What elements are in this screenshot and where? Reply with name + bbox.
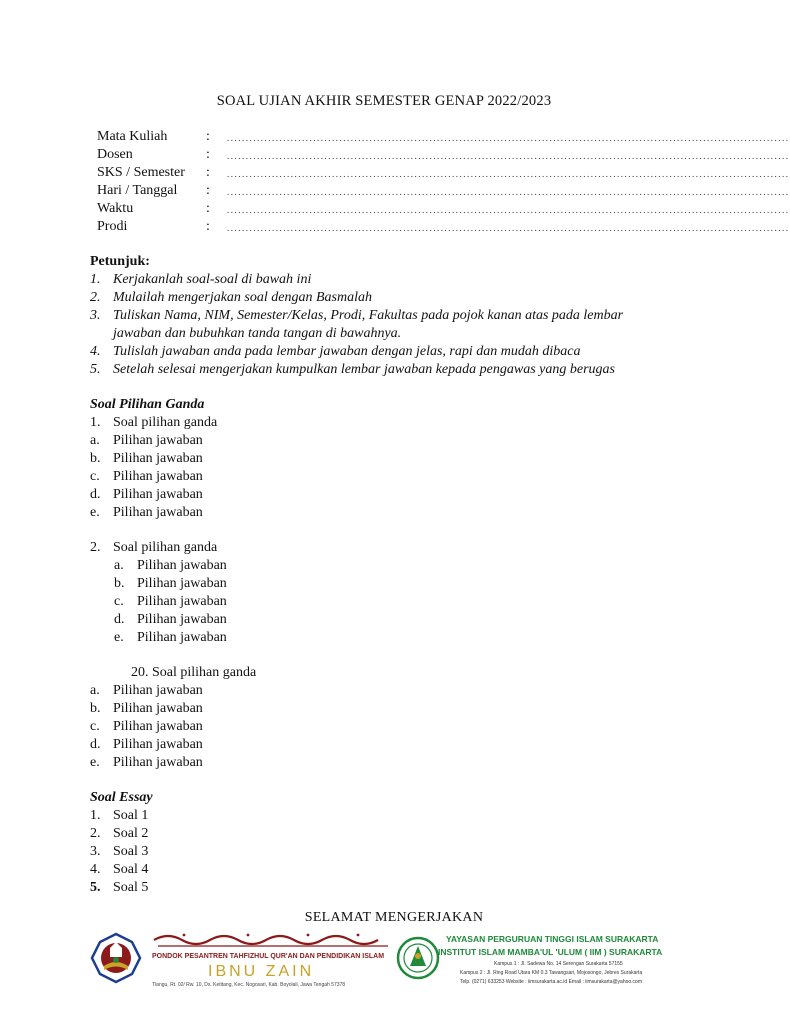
kampus-2-address: Kampus 2 : Jl. Ring Road Utara KM 0.3 Tawangsari, Mojosongo, Jebres Surakarta xyxy=(460,970,643,976)
option-text: Pilihan jawaban xyxy=(113,433,203,448)
option-text: Pilihan jawaban xyxy=(113,719,203,734)
info-label: Waktu xyxy=(97,201,134,216)
fill-in-dots: ...................................................................................................................................................... xyxy=(227,187,790,197)
answer-option xyxy=(90,504,204,522)
essay-item xyxy=(90,825,153,843)
instructions-section xyxy=(90,253,624,379)
essay-item xyxy=(90,843,153,861)
info-row-waktu xyxy=(97,200,790,218)
multiple-choice-section xyxy=(90,396,218,522)
essay-heading: Soal Essay xyxy=(90,790,153,805)
option-letter: b. xyxy=(90,701,101,716)
iim-emblem-icon xyxy=(398,938,438,978)
info-colon: : xyxy=(206,219,210,234)
pesantren-address: Tlangu, Rt. 02/ Rw. 10, Ds. Ketitang, Kec. Nogosari, Kab. Boyolali, Jawa Tengah 57378 xyxy=(152,982,346,988)
option-text: Pilihan jawaban xyxy=(113,451,203,466)
question-number: 2. xyxy=(90,540,101,555)
fill-in-dots: ...................................................................................................................................................... xyxy=(227,169,790,179)
instruction-item xyxy=(90,271,312,289)
institut-name: INSTITUT ISLAM MAMBA'UL 'ULUM ( IIM ) SURAKARTA xyxy=(438,947,663,957)
item-text: Soal 4 xyxy=(113,862,149,877)
option-letter: e. xyxy=(90,505,100,520)
item-text: Soal 2 xyxy=(113,826,149,841)
item-number: 5. xyxy=(90,362,101,377)
item-number: 4. xyxy=(90,344,101,359)
info-row-dosen xyxy=(97,146,790,164)
item-number: 4. xyxy=(90,862,101,877)
item-text: Tuliskan Nama, NIM, Semester/Kelas, Prodi, Fakultas pada pojok kanan atas pada lembar xyxy=(113,308,624,323)
essay-section xyxy=(90,789,153,897)
option-letter: b. xyxy=(114,576,125,591)
instruction-item-continuation xyxy=(90,325,402,343)
option-text: Pilihan jawaban xyxy=(113,755,203,770)
info-row-hari-tanggal xyxy=(97,182,790,200)
info-row-sks-semester xyxy=(97,164,790,182)
option-letter: d. xyxy=(90,737,101,752)
instructions-heading: Petunjuk: xyxy=(90,254,150,269)
answer-option xyxy=(90,468,204,486)
option-letter: a. xyxy=(90,433,100,448)
instruction-item xyxy=(90,343,581,361)
option-text: Pilihan jawaban xyxy=(137,612,227,627)
item-number: 3. xyxy=(90,308,101,323)
info-label: Dosen xyxy=(97,147,133,162)
item-text: Kerjakanlah soal-soal di bawah ini xyxy=(113,272,312,287)
fill-in-dots: ...................................................................................................................................................... xyxy=(227,133,790,143)
arabic-calligraphy-icon xyxy=(154,934,388,946)
contact-info: Telp. (0271) 633253 Website : iimsurakarta.ac.id Email : iimsurakarta@yahoo.com xyxy=(460,979,643,985)
item-text: Soal 3 xyxy=(113,844,149,859)
info-block xyxy=(97,128,790,236)
footer-letterhead xyxy=(88,930,708,992)
answer-option xyxy=(90,450,204,468)
item-text: jawaban dan bubuhkan tanda tangan di bawahnya. xyxy=(113,326,402,341)
option-text: Pilihan jawaban xyxy=(113,487,203,502)
instruction-item xyxy=(90,289,372,307)
question-text: Soal pilihan ganda xyxy=(113,415,218,430)
option-letter: d. xyxy=(114,612,125,627)
item-number: 3. xyxy=(90,844,101,859)
fill-in-dots: ...................................................................................................................................................... xyxy=(227,223,790,233)
pesantren-name: PONDOK PESANTREN TAHFIZHUL QUR'AN DAN PENDIDIKAN ISLAM xyxy=(152,953,385,960)
essay-item xyxy=(90,861,153,879)
closing-text: SELAMAT MENGERJAKAN xyxy=(304,910,484,925)
fill-in-dots: ...................................................................................................................................................... xyxy=(227,151,790,161)
document-title: SOAL UJIAN AKHIR SEMESTER GENAP 2022/2023 xyxy=(216,93,552,109)
option-letter: c. xyxy=(90,469,100,484)
question-text: 20. Soal pilihan ganda xyxy=(131,665,257,680)
item-text: Mulailah mengerjakan soal dengan Basmalah xyxy=(113,290,372,305)
essay-item xyxy=(90,879,153,897)
pesantren-emblem-icon xyxy=(92,934,140,982)
info-label: SKS / Semester xyxy=(97,165,185,180)
option-letter: a. xyxy=(90,683,100,698)
item-number: 2. xyxy=(90,290,101,305)
option-letter: d. xyxy=(90,487,101,502)
essay-item xyxy=(90,807,153,825)
option-letter: a. xyxy=(114,558,124,573)
option-text: Pilihan jawaban xyxy=(137,594,227,609)
info-row-prodi xyxy=(97,218,790,236)
option-letter: c. xyxy=(90,719,100,734)
item-number: 2. xyxy=(90,826,101,841)
info-row-mata-kuliah xyxy=(97,128,790,146)
item-number: 5. xyxy=(90,880,101,895)
question-text: Soal pilihan ganda xyxy=(113,540,218,555)
option-text: Pilihan jawaban xyxy=(113,701,203,716)
question xyxy=(90,414,218,432)
option-letter: e. xyxy=(114,630,124,645)
yayasan-name: YAYASAN PERGURUAN TINGGI ISLAM SURAKARTA xyxy=(446,934,659,944)
info-colon: : xyxy=(206,165,210,180)
item-text: Setelah selesai mengerjakan kumpulkan lembar jawaban kepada pengawas yang berugas xyxy=(113,362,615,377)
option-letter: c. xyxy=(114,594,124,609)
option-text: Pilihan jawaban xyxy=(113,737,203,752)
option-text: Pilihan jawaban xyxy=(113,505,203,520)
option-text: Pilihan jawaban xyxy=(113,683,203,698)
item-text: Soal 1 xyxy=(113,808,149,823)
option-letter: e. xyxy=(90,755,100,770)
option-text: Pilihan jawaban xyxy=(137,558,227,573)
info-label: Hari / Tanggal xyxy=(97,183,178,198)
kampus-1-address: Kampus 1 : Jl. Sadewa No. 14 Serengan Surakarta 57155 xyxy=(494,961,623,967)
info-colon: : xyxy=(206,201,210,216)
item-number: 1. xyxy=(90,808,101,823)
info-label: Mata Kuliah xyxy=(97,129,168,144)
item-text: Tulislah jawaban anda pada lembar jawaban dengan jelas, rapi dan mudah dibaca xyxy=(113,344,581,359)
item-number: 1. xyxy=(90,272,101,287)
info-colon: : xyxy=(206,147,210,162)
pesantren-brand: IBNU ZAIN xyxy=(208,963,315,980)
option-text: Pilihan jawaban xyxy=(113,469,203,484)
option-text: Pilihan jawaban xyxy=(137,630,227,645)
info-colon: : xyxy=(206,183,210,198)
instruction-item xyxy=(90,307,624,325)
answer-option xyxy=(90,432,204,450)
fill-in-dots: ...................................................................................................................................................... xyxy=(227,205,790,215)
option-letter: b. xyxy=(90,451,101,466)
question-number: 1. xyxy=(90,415,101,430)
option-text: Pilihan jawaban xyxy=(137,576,227,591)
info-label: Prodi xyxy=(97,219,128,234)
info-colon: : xyxy=(206,129,210,144)
multiple-choice-heading: Soal Pilihan Ganda xyxy=(90,397,205,412)
item-text: Soal 5 xyxy=(113,880,149,895)
instruction-item xyxy=(90,361,615,379)
answer-option xyxy=(90,486,204,504)
